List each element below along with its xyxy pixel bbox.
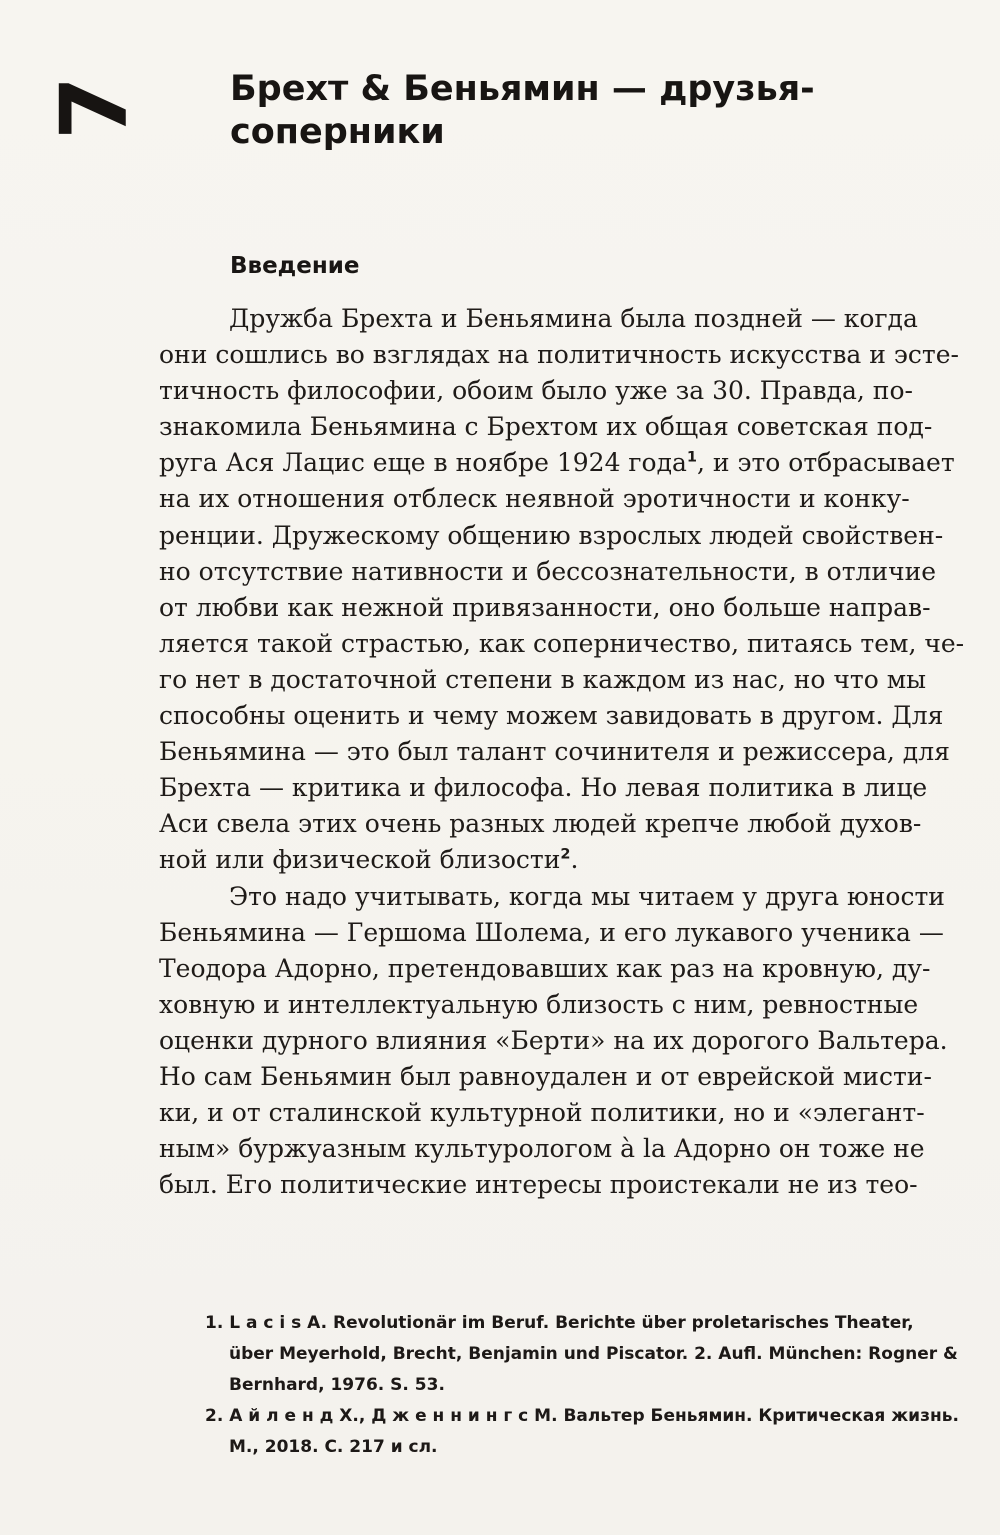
footnote-2-line-1: [205, 1401, 961, 1432]
body-line-17: Это надо учитывать, когда мы читаем у друга юности: [229, 881, 945, 911]
body-line-25: был. Его политические интересы проистекали не из тео-: [159, 1170, 918, 1200]
chapter-number: 7: [41, 76, 148, 141]
body-line-18: Беньямина — Гершома Шолема, и его лукавого ученика —: [159, 917, 944, 947]
footnote-1-line-2: über Meyerhold, Brecht, Benjamin und Piscator. 2. Aufl. München: Rogner &: [229, 1343, 958, 1364]
footnote-1-line-3: Bernhard, 1976. S. 53.: [229, 1374, 445, 1395]
body-line-11: го нет в достаточной степени в каждом из нас, но что мы: [159, 664, 927, 694]
body-line-22: Но сам Беньямин был равноудален и от еврейской мисти-: [159, 1061, 932, 1091]
body-line-24: ным» буржуазным культурологом à la Адорно он тоже не: [159, 1134, 925, 1164]
body-line-5-text-before-note: руга Ася Лацис еще в ноябре 1924 года: [159, 448, 687, 478]
body-line-16: [159, 842, 961, 878]
chapter-title: [230, 68, 870, 153]
body-line-20: ховную и интеллектуальную близость с ним, ревностные: [159, 989, 919, 1019]
body-line-3: тичность философии, обоим было уже за 30. Правда, по-: [159, 376, 913, 406]
footnote-marker-1: 1: [686, 450, 697, 467]
body-line-19: Теодора Адорно, претендовавших как раз на кровную, ду-: [159, 953, 931, 983]
section-title: Введение: [230, 253, 360, 279]
chapter-title-line-1: Брехт & Беньямин — друзья-: [230, 69, 815, 109]
chapter-title-line-2: соперники: [230, 111, 445, 152]
body-text: [159, 301, 965, 1203]
body-line-15: Аси свела этих очень разных людей крепче любой духов-: [159, 809, 922, 839]
body-line-12: способны оценить и чему можем завидовать в другом. Для: [159, 701, 944, 731]
body-line-8: но отсутствие нативности и бессознательности, в отличие: [159, 556, 937, 586]
footnote-2-number: 2.: [205, 1405, 224, 1426]
footnote-2-text-line-1: А й л е н д Х., Д ж е н н и н г с М. Вальтер Беньямин. Критическая жизнь.: [229, 1405, 959, 1426]
body-line-6: на их отношения отблеск неявной эротичности и конку-: [159, 484, 910, 514]
body-line-23: ки, и от сталинской культурной политики, но и «элегант-: [159, 1098, 925, 1128]
body-line-10: ляется такой страстью, как соперничество, питаясь тем, че-: [159, 628, 965, 658]
footnote-1-text-line-1: L a c i s A. Revolutionär im Beruf. Berichte über proletarisches Theater,: [229, 1313, 914, 1333]
footnote-1-number: 1.: [205, 1313, 224, 1333]
body-line-13: Беньямина — это был талант сочинителя и режиссера, для: [159, 737, 950, 767]
body-line-16-period: .: [570, 845, 579, 875]
body-line-1: Дружба Брехта и Беньямина была поздней — когда: [229, 304, 918, 333]
body-line-7: ренции. Дружескому общению взрослых людей свойствен-: [159, 520, 944, 550]
body-line-9: от любви как нежной привязанности, оно больше направ-: [159, 592, 931, 622]
body-line-5: [159, 445, 961, 481]
body-line-5-text-after-note: , и это отбрасывает: [696, 448, 955, 478]
footnotes: [205, 1308, 961, 1463]
footnote-2-line-2: М., 2018. С. 217 и сл.: [229, 1436, 438, 1457]
footnote-marker-2: 2: [560, 847, 571, 864]
body-line-2: они сошлись во взглядах на политичность искусства и эсте-: [159, 340, 959, 370]
body-line-14: Брехта — критика и философа. Но левая политика в лице: [159, 773, 928, 803]
footnote-1-line-1: [205, 1308, 961, 1339]
body-line-4: знакомила Беньямина с Брехтом их общая советская под-: [159, 412, 933, 442]
body-line-21: оценки дурного влияния «Берти» на их дорогого Вальтера.: [159, 1025, 948, 1055]
body-line-16-text-before-note: ной или физической близости: [159, 845, 561, 875]
